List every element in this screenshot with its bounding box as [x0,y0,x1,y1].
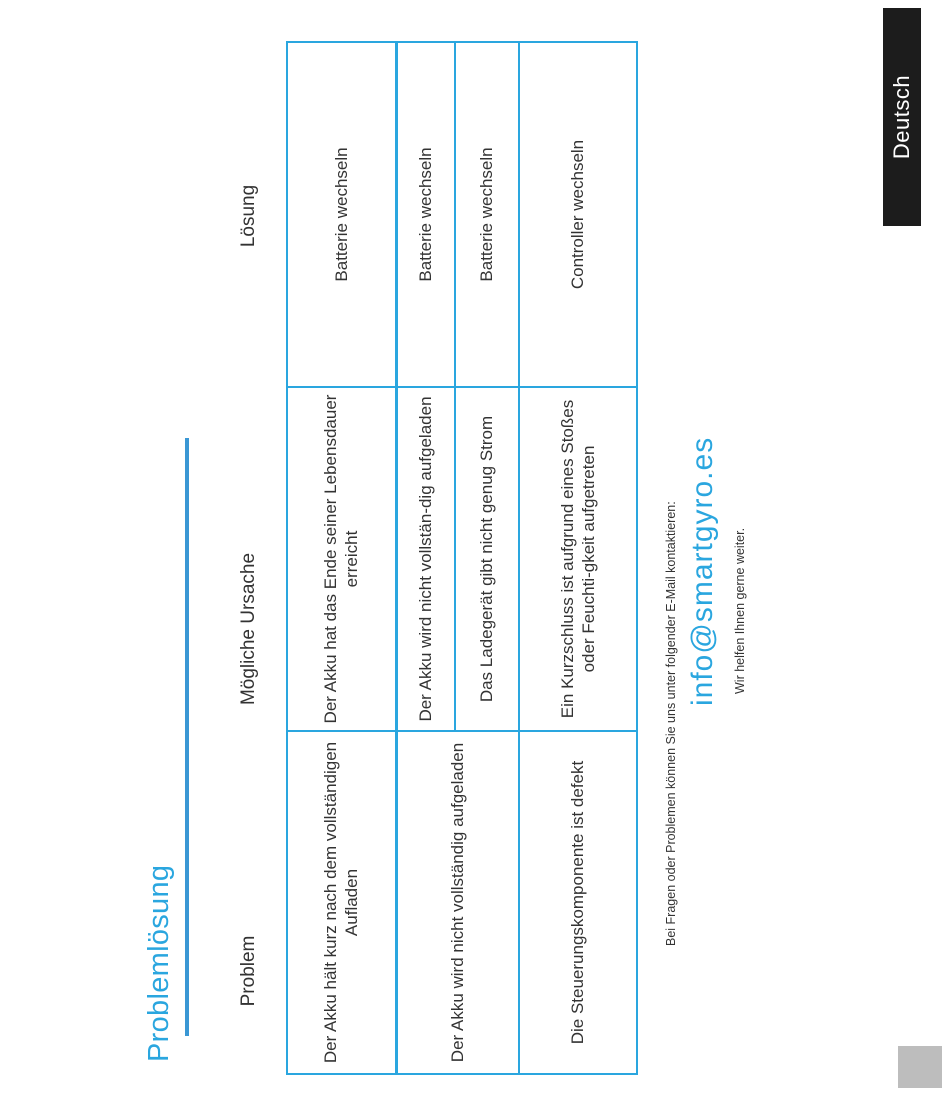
contact-intro: Bei Fragen oder Problemen können Sie uns unter folgender E-Mail kontaktieren: [664,501,678,946]
problem-cell: Der Akku wird nicht vollständig aufgeladen [396,731,519,1074]
table-row [519,42,637,1074]
page-title: Problemlösung [143,864,175,1062]
troubleshooting-table [286,41,638,1075]
title-underline [185,438,189,1036]
solution-cell: Batterie wechseln [396,42,455,387]
help-note: Wir helfen Ihnen gerne weiter. [733,527,747,694]
problem-cell: Der Akku hält kurz nach dem vollständigen Aufladen [287,731,396,1074]
header-solution: Lösung [238,184,259,248]
solution-cell: Batterie wechseln [455,42,519,387]
cause-cell: Der Akku hat das Ende seiner Lebensdauer erreicht [287,387,396,731]
language-label: Deutsch [889,74,914,160]
table-row [396,42,455,1074]
contact-email[interactable]: info@smartgyro.es [686,436,719,706]
solution-cell: Batterie wechseln [287,42,396,387]
header-problem: Problem [238,935,259,1007]
header-cause: Mögliche Ursache [238,552,259,706]
problem-cell: Die Steuerungskomponente ist defekt [519,731,637,1074]
cause-cell: Ein Kurzschluss ist aufgrund eines Stoßes oder Feuchti-gkeit aufgetreten [519,387,637,731]
cause-cell: Das Ladegerät gibt nicht genug Strom [455,387,519,731]
solution-cell: Controller wechseln [519,42,637,387]
cause-cell: Der Akku wird nicht vollstän-dig aufgeladen [396,387,455,731]
table-row [287,42,396,1074]
